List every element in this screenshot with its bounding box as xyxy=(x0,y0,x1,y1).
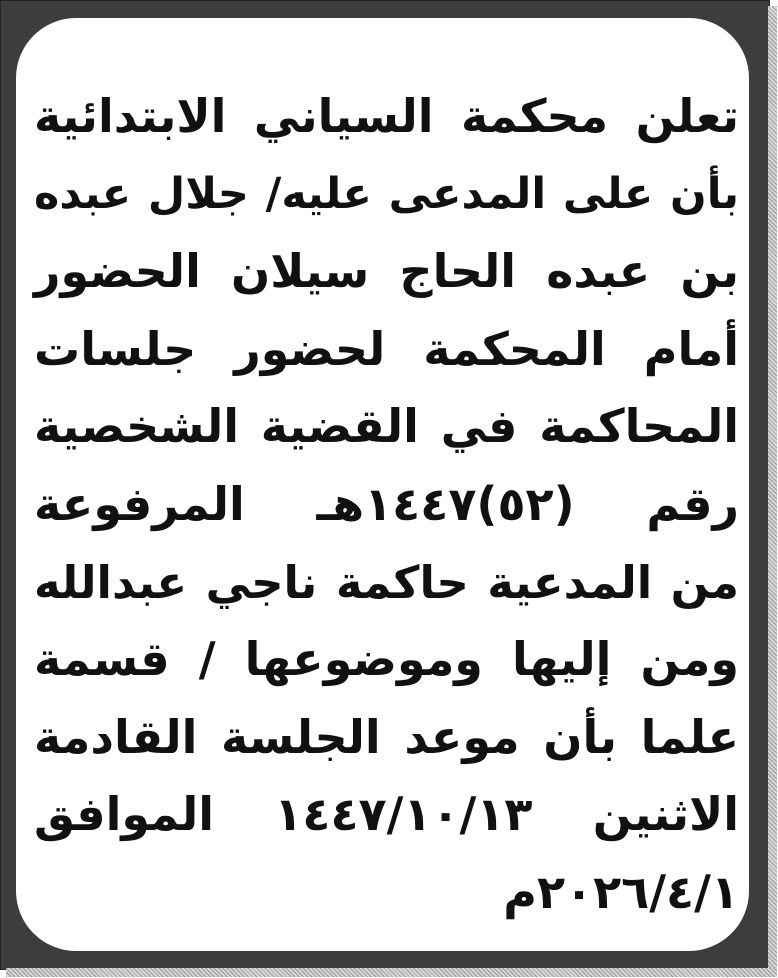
notice-line-7: من المدعية حاكمة ناجي عبدالله xyxy=(34,555,739,609)
notice-line-2: بأن على المدعى عليه/ جلال عبده xyxy=(34,168,739,219)
notice-line-10: الاثنين ١٤٤٧/١٠/١٣ الموافق xyxy=(34,787,739,842)
frame-shadow-right xyxy=(768,6,777,970)
notice-line-4: أمام المحكمة لحضور جلسات xyxy=(34,321,739,376)
notice-line-1: تعلن محكمة السياني الابتدائية xyxy=(34,89,739,143)
notice-line-5: المحاكمة في القضية الشخصية xyxy=(34,399,739,454)
notice-line-9: علما بأن موعد الجلسة القادمة xyxy=(34,709,739,764)
frame-shadow-bottom xyxy=(6,968,777,977)
notice-line-3: بن عبده الحاج سيلان الحضور xyxy=(34,244,739,299)
notice-body xyxy=(34,78,739,932)
notice-line-6: رقم (٥٢)١٤٤٧هـ المرفوعة xyxy=(34,476,739,531)
notice-line-8: ومن إليها وموضوعها / قسمة xyxy=(34,632,739,687)
notice-line-11: ٢٠٢٦/٤/١م xyxy=(503,864,739,919)
